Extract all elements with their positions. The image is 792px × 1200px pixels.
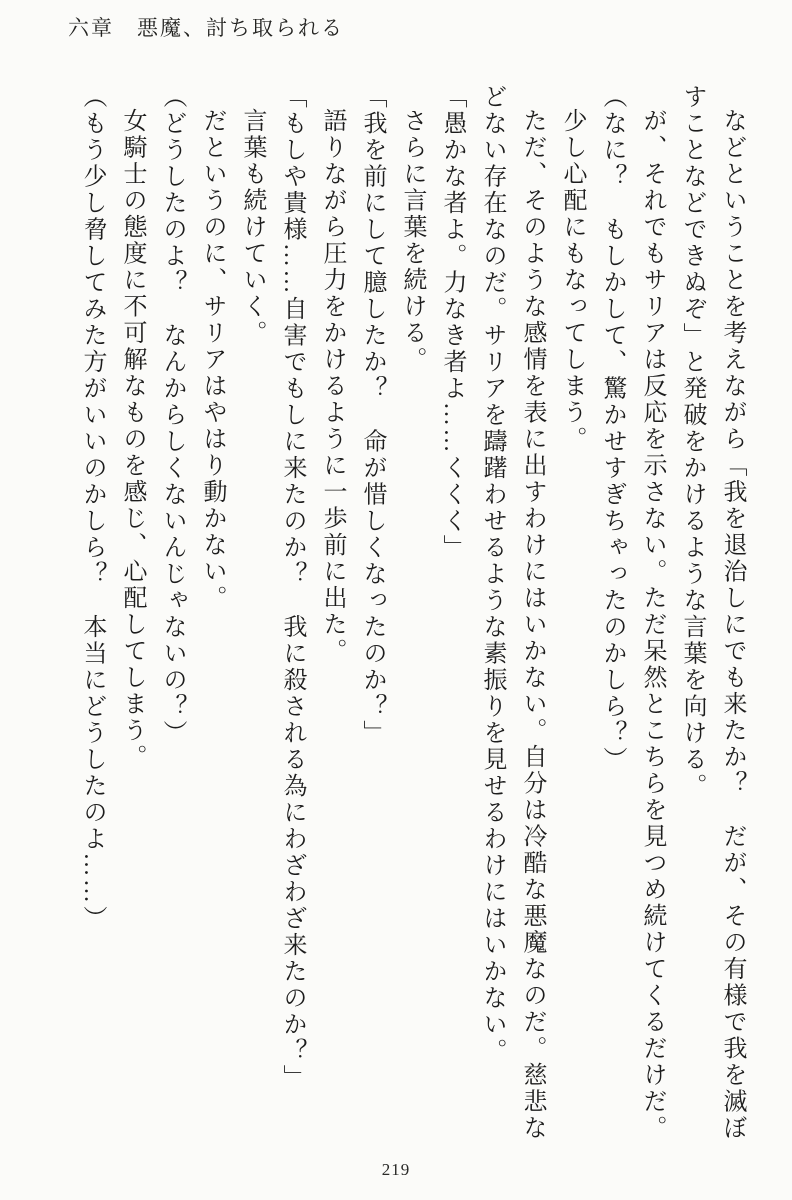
paragraph: 「もしや貴様……自害でもしに来たのか？ 我に殺される為にわざわざ来たのか？」: [279, 84, 305, 1091]
chapter-header: 六章 悪魔、討ち取られる: [68, 16, 344, 40]
paragraph: が、それでもサリアは反応を示さない。ただ呆然とこちらを見つめ続けてくるだけだ。: [639, 108, 665, 1142]
paragraph: などということを考えながら「我を退治しにでも来たか？ だが、その有様で我を滅ぼすことなどできぬぞ」と発破をかけるような言葉を向ける。: [679, 84, 745, 1142]
paragraph: 「我を前にして臆したか？ 命が惜しくなったのか？」: [359, 84, 385, 747]
paragraph: （もう少し脅してみた方がいいのかしら？ 本当にどうしたのよ……）: [79, 84, 105, 932]
vertical-text-block: [72, 84, 752, 1146]
paragraph: 「愚かな者よ。力なき者よ……くくく」: [439, 84, 465, 561]
paragraph: （なに？ もしかして、驚かせすぎちゃったのかしら？）: [599, 84, 625, 773]
paragraph: （どうしたのよ？ なんからしくないんじゃないの？）: [159, 84, 185, 747]
paragraph: 語りながら圧力をかけるように一歩前に出た。: [319, 108, 345, 665]
paragraph: ただ、そのような感情を表に出すわけにはいかない。自分は冷酷な悪魔なのだ。慈悲などない存在なのだ。サリアを躊躇わせるような素振りを見せるわけにはいかない。: [479, 84, 545, 1142]
paragraph: 女騎士の態度に不可解なものを感じ、心配してしまう。: [119, 108, 145, 771]
paragraph: だというのに、サリアはやはり動かない。: [199, 108, 225, 612]
paragraph: 言葉も続けていく。: [239, 108, 265, 347]
paragraph: 少し心配にもなってしまう。: [559, 108, 585, 453]
paragraph: さらに言葉を続ける。: [399, 108, 425, 373]
page-number: 219: [381, 1160, 411, 1179]
